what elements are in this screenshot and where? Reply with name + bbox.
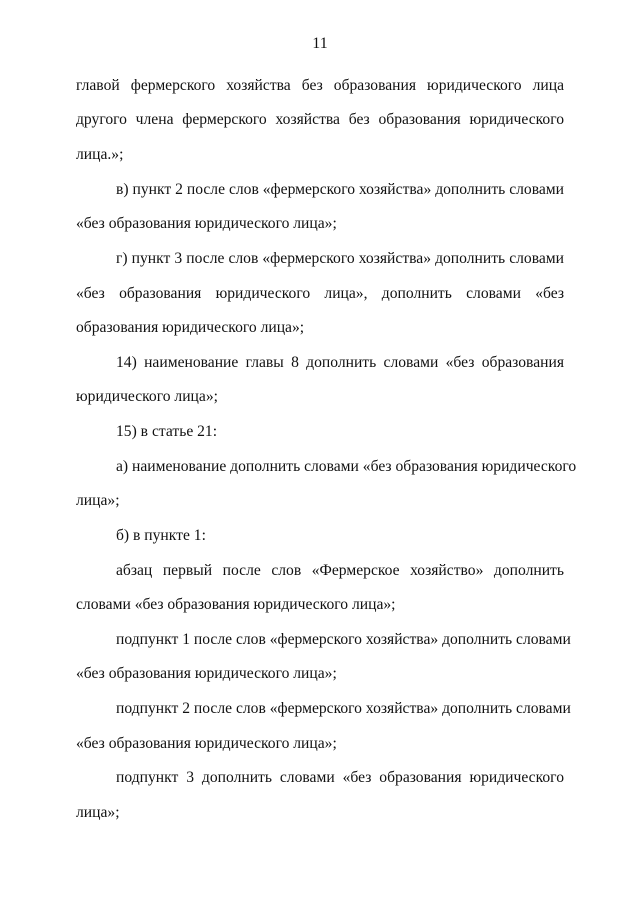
text-line: другого члена фермерского хозяйства без образования юридического <box>76 111 564 128</box>
text-line: абзац первый после слов «Фермерское хозяйство» дополнить <box>116 562 564 579</box>
text-line: образования юридического лица»; <box>76 319 305 336</box>
text-line: «без образования юридического лица»; <box>76 735 337 752</box>
text-line: словами «без образования юридического лица»; <box>76 596 396 613</box>
text-line: лица»; <box>76 492 120 509</box>
text-line: лица.»; <box>76 146 124 163</box>
text-line: подпункт 3 дополнить словами «без образования юридического <box>116 769 564 786</box>
text-line: «без образования юридического лица»; <box>76 215 337 232</box>
text-line: «без образования юридического лица»; <box>76 665 337 682</box>
text-line: 15) в статье 21: <box>116 423 218 440</box>
text-line: юридического лица»; <box>76 388 218 405</box>
text-line: б) в пункте 1: <box>116 527 206 544</box>
text-line: «без образования юридического лица», дополнить словами «без <box>76 285 564 302</box>
text-line: подпункт 1 после слов «фермерского хозяйства» дополнить словами <box>116 631 571 648</box>
text-line: 14) наименование главы 8 дополнить словами «без образования <box>116 354 564 371</box>
text-line: главой фермерского хозяйства без образования юридического лица <box>76 77 564 94</box>
text-line: подпункт 2 после слов «фермерского хозяйства» дополнить словами <box>116 700 571 717</box>
text-line: а) наименование дополнить словами «без образования юридического <box>116 458 577 475</box>
text-line: лица»; <box>76 804 120 821</box>
page-number: 11 <box>312 35 328 52</box>
text-line: г) пункт 3 после слов «фермерского хозяйства» дополнить словами <box>116 250 564 267</box>
text-line: в) пункт 2 после слов «фермерского хозяйства» дополнить словами <box>116 181 564 198</box>
